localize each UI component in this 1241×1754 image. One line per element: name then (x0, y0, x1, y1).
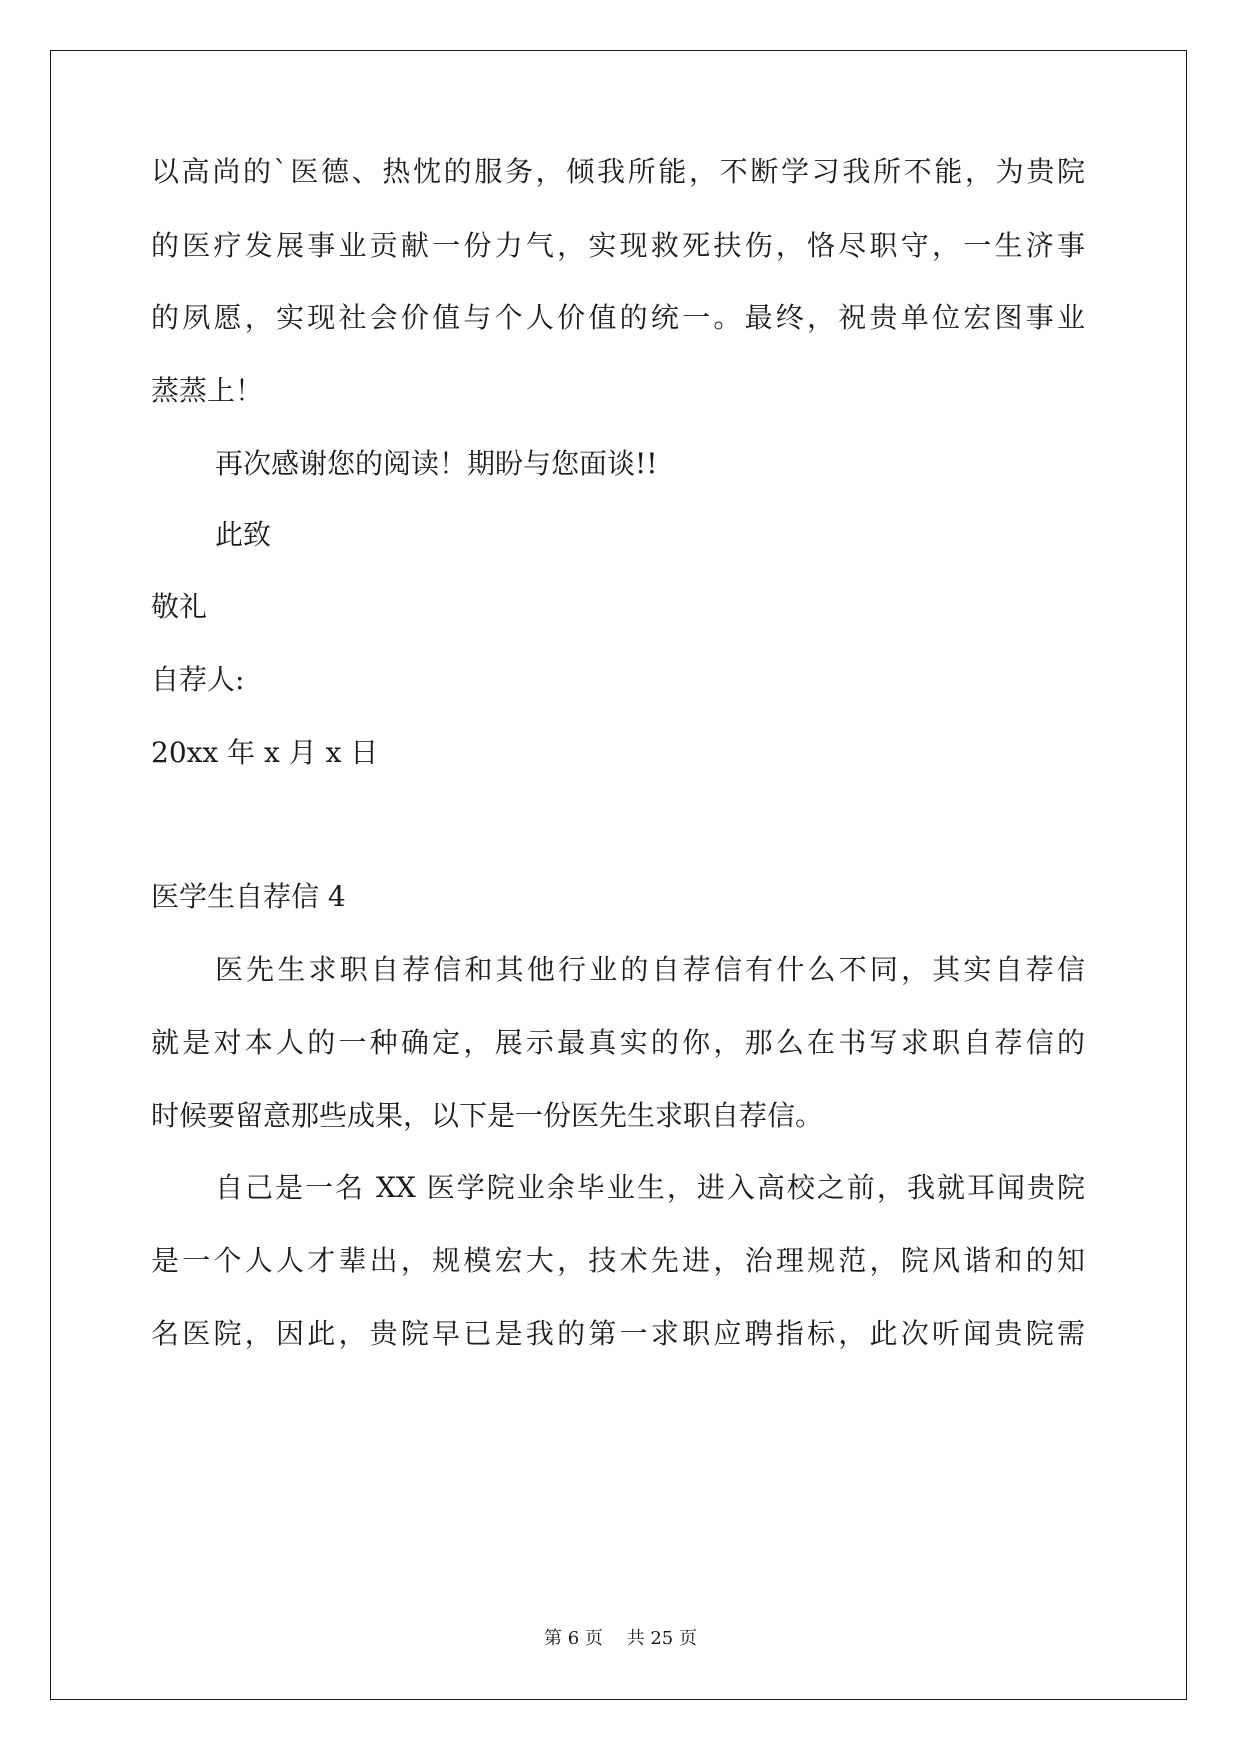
section-title: 医学生自荐信 4 (151, 880, 346, 913)
closing-line: 此致 (215, 518, 272, 551)
paragraph-line: 自己是一名 XX 医学院业余毕业生，进入高校之前，我就耳闻贵院 (215, 1171, 1085, 1204)
paragraph-line: 以高尚的`医德、热忱的服务，倾我所能，不断学习我所不能，为贵院 (151, 155, 1085, 188)
page-footer: 第 6 页 共 25 页 (544, 1628, 697, 1649)
paragraph-line: 的夙愿，实现社会价值与个人价值的统一。最终，祝贵单位宏图事业 (151, 301, 1085, 334)
paragraph-line: 蒸蒸上！ (151, 374, 264, 407)
salute-line: 敬礼 (151, 590, 208, 623)
paragraph-line: 的医疗发展事业贡献一份力气，实现救死扶伤，恪尽职守，一生济事 (151, 229, 1085, 262)
paragraph-line: 是一个人人才辈出，规模宏大，技术先进，治理规范，院风谐和的知 (151, 1244, 1085, 1277)
paragraph-line: 时候要留意那些成果，以下是一份医先生求职自荐信。 (151, 1099, 824, 1132)
paragraph-line: 就是对本人的一种确定，展示最真实的你，那么在书写求职自荐信的 (151, 1026, 1085, 1059)
thanks-line: 再次感谢您的阅读！期盼与您面谈!! (215, 447, 658, 480)
date-line: 20xx 年 x 月 x 日 (151, 736, 379, 769)
paragraph-line: 名医院，因此，贵院早已是我的第一求职应聘指标，此次听闻贵院需 (151, 1317, 1085, 1350)
signer-line: 自荐人: (151, 663, 245, 696)
paragraph-line: 医先生求职自荐信和其他行业的自荐信有什么不同，其实自荐信 (215, 953, 1085, 986)
